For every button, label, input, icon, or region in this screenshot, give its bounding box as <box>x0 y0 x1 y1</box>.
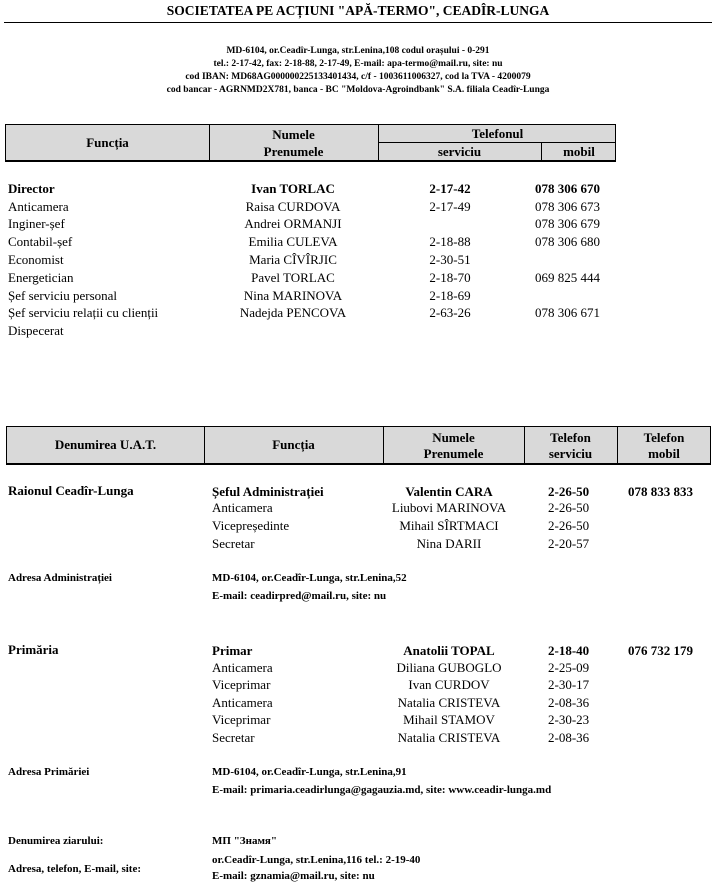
uat-table-header <box>6 426 711 465</box>
staff-mobil: 078 306 680 <box>535 234 600 249</box>
staff-mobil: 078 306 670 <box>535 181 600 196</box>
primaria-nume: Ivan CURDOV <box>408 677 490 692</box>
raion-nume: Liubovi MARINOVA <box>391 500 507 515</box>
company-address-line: MD-6104, or.Ceadîr-Lunga, str.Lenina,108 codul orașului - 0-291 <box>226 46 490 56</box>
primaria-nume: Anatolii TOPAL <box>403 643 495 658</box>
raion-mobil: 078 833 833 <box>628 484 693 499</box>
header-uat: Denumirea U.A.T. <box>54 437 157 452</box>
primaria-functia: Viceprimar <box>212 712 271 727</box>
staff-functia: Șef serviciu relații cu clienții <box>8 305 159 320</box>
primaria-serviciu: 2-18-40 <box>548 643 590 658</box>
header-telefon-mobil: Telefon <box>643 430 685 445</box>
staff-nume: Ivan TORLAC <box>251 181 335 196</box>
staff-functia: Șef serviciu personal <box>8 288 118 303</box>
raion-address-label: Adresa Administrației <box>8 572 112 584</box>
staff-mobil: 078 306 671 <box>535 305 600 320</box>
raion-nume: Valentin CARA <box>405 484 493 499</box>
ziar-contact-line: E-mail: gznamia@mail.ru, site: nu <box>212 870 375 882</box>
staff-serviciu: 2-18-88 <box>429 234 471 249</box>
primaria-nume: Natalia CRISTEVA <box>397 695 501 710</box>
staff-nume: Emilia CULEVA <box>248 234 338 249</box>
staff-nume: Nadejda PENCOVA <box>239 305 347 320</box>
header-numele: Numele <box>272 127 315 142</box>
primaria-serviciu: 2-30-23 <box>548 712 590 727</box>
primaria-functia: Anticamera <box>212 660 273 675</box>
staff-functia: Dispecerat <box>8 323 64 338</box>
staff-functia: Inginer-șef <box>8 216 65 231</box>
staff-nume: Andrei ORMANJI <box>244 216 342 231</box>
raion-serviciu: 2-20-57 <box>548 536 590 551</box>
title-underline <box>4 22 712 23</box>
staff-serviciu: 2-18-69 <box>429 288 471 303</box>
staff-functia: Contabil-șef <box>8 234 73 249</box>
raion-functia: Secretar <box>212 536 255 551</box>
staff-functia: Anticamera <box>8 199 69 214</box>
staff-nume: Pavel TORLAC <box>251 270 335 285</box>
primaria-functia: Secretar <box>212 730 255 745</box>
raion-nume: Mihail SÎRTMACI <box>399 518 499 533</box>
primaria-serviciu: 2-30-17 <box>548 677 590 692</box>
staff-table-header <box>5 124 616 162</box>
staff-serviciu: 2-17-42 <box>429 181 471 196</box>
primaria-serviciu: 2-08-36 <box>548 730 590 745</box>
header-telefon-serviciu: Telefon <box>550 430 591 445</box>
staff-serviciu: 2-30-51 <box>429 252 471 267</box>
primaria-nume: Diliana GUBOGLO <box>396 660 502 675</box>
ziar-name: МП "Знамя" <box>212 835 277 847</box>
header-serviciu: serviciu <box>437 144 482 159</box>
staff-nume: Maria CÎVÎRJIC <box>249 252 337 267</box>
staff-nume: Nina MARINOVA <box>243 288 343 303</box>
header-telefonul: Telefonul <box>471 126 524 141</box>
primaria-nume: Natalia CRISTEVA <box>397 730 501 745</box>
primaria-functia: Viceprimar <box>212 677 271 692</box>
company-iban-line: cod IBAN: MD68AG000000225133401434, c/f - 1003611006327, cod la TVA - 4200079 <box>185 72 531 82</box>
raion-functia: Vicepreședinte <box>212 518 290 533</box>
raion-serviciu: 2-26-50 <box>548 518 590 533</box>
document-title: SOCIETATEA PE ACȚIUNI "APĂ-TERMO", CEADÎR-LUNGA <box>166 3 550 18</box>
staff-functia: Economist <box>8 252 64 267</box>
header-telefon-serviciu-2: serviciu <box>548 446 593 461</box>
primaria-nume: Mihail STAMOV <box>403 712 495 727</box>
staff-mobil: 078 306 673 <box>535 199 600 214</box>
staff-serviciu: 2-18-70 <box>429 270 471 285</box>
header-numele: Numele <box>432 430 475 445</box>
raion-functia: Șeful Administrației <box>212 484 324 499</box>
header-prenumele: Prenumele <box>263 144 324 159</box>
raion-serviciu: 2-26-50 <box>548 500 590 515</box>
company-bank-line: cod bancar - AGRNMD2X781, banca - BC "Moldova-Agroindbank" S.A. filiala Ceadîr-Lunga <box>166 85 550 95</box>
company-contacts-line: tel.: 2-17-42, fax: 2-18-88, 2-17-49, E-mail: apa-termo@mail.ru, site: nu <box>213 59 503 69</box>
ziar-name-label: Denumirea ziarului: <box>8 835 104 847</box>
staff-mobil: 069 825 444 <box>535 270 600 285</box>
uat-primaria-name: Primăria <box>8 642 59 657</box>
staff-mobil: 078 306 679 <box>535 216 600 231</box>
header-mobil: mobil <box>563 144 595 159</box>
uat-raion-name: Raionul Ceadîr-Lunga <box>8 483 134 498</box>
primaria-address-label: Adresa Primăriei <box>8 766 90 778</box>
raion-contact-line: E-mail: ceadirpred@mail.ru, site: nu <box>212 590 387 602</box>
primaria-address-line: MD-6104, or.Ceadîr-Lunga, str.Lenina,91 <box>212 766 407 778</box>
raion-address-line: MD-6104, or.Ceadîr-Lunga, str.Lenina,52 <box>212 572 407 584</box>
raion-functia: Anticamera <box>212 500 273 515</box>
staff-serviciu: 2-17-49 <box>429 199 471 214</box>
raion-serviciu: 2-26-50 <box>548 484 590 499</box>
header-prenumele: Prenumele <box>423 446 484 461</box>
primaria-functia: Anticamera <box>212 695 273 710</box>
primaria-serviciu: 2-25-09 <box>548 660 590 675</box>
header-functia: Funcția <box>272 437 315 452</box>
staff-functia: Energetician <box>8 270 74 285</box>
ziar-contact-label: Adresa, telefon, E-mail, site: <box>8 863 141 875</box>
primaria-functia: Primar <box>212 643 253 658</box>
header-telefon-mobil-2: mobil <box>648 446 680 461</box>
ziar-address-line: or.Ceadîr-Lunga, str.Lenina,116 tel.: 2-19-40 <box>212 854 421 866</box>
staff-serviciu: 2-63-26 <box>429 305 471 320</box>
raion-nume: Nina DARII <box>416 536 482 551</box>
staff-functia: Director <box>8 181 55 196</box>
header-functia: Funcția <box>86 135 129 150</box>
staff-nume: Raisa CURDOVA <box>245 199 341 214</box>
primaria-contact-line: E-mail: primaria.ceadirlunga@gagauzia.md, site: www.ceadir-lunga.md <box>212 784 552 796</box>
primaria-serviciu: 2-08-36 <box>548 695 590 710</box>
primaria-mobil: 076 732 179 <box>628 643 693 658</box>
header-divider <box>378 142 615 143</box>
